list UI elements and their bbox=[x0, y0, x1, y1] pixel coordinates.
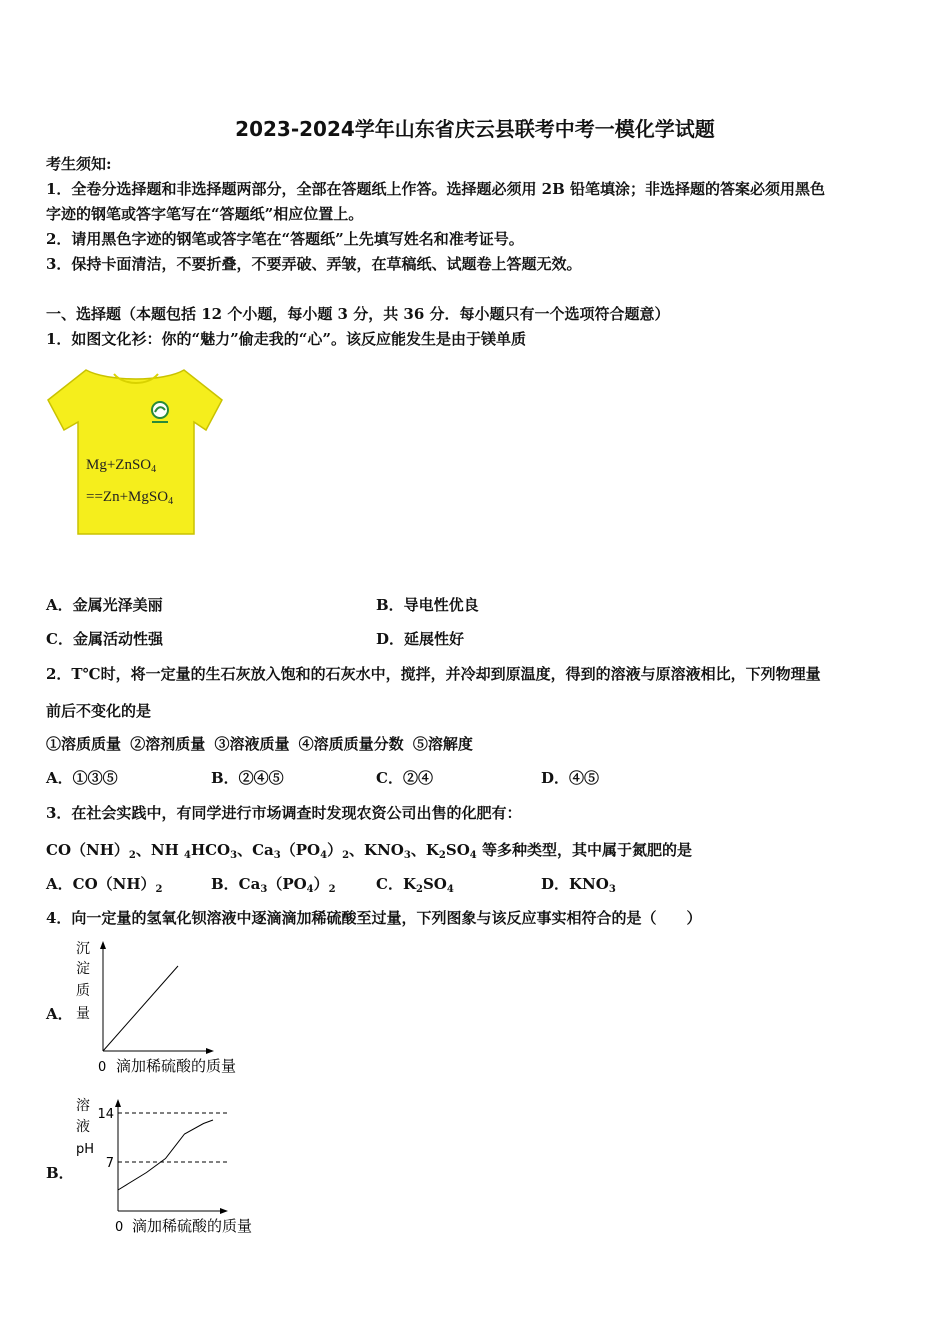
chart-b-ylabel-2: 液 bbox=[76, 1119, 90, 1135]
question-4-stem: 4．向一定量的氢氧化钡溶液中逐滴滴加稀硫酸至过量，下列图象与该反应事实相符合的是（ ） bbox=[46, 909, 702, 927]
q3-option-b[interactable]: B．$Ca_3(PO_4)_2$ bbox=[211, 875, 336, 895]
question-3-stem: 3．在社会实践中，有同学进行市场调查时发现农资公司出售的化肥有： bbox=[46, 804, 522, 822]
q1-option-b[interactable]: B．导电性优良 bbox=[376, 596, 479, 614]
chart-b-ylabel-3: pH bbox=[76, 1142, 95, 1157]
question-2-items: ①溶质质量 ②溶剂质量 ③溶液质量 ④溶质质量分数 ⑤溶解度 bbox=[46, 735, 473, 753]
tshirt-shape bbox=[48, 370, 222, 534]
section-heading: 一、选择题（本题包括 12 个小题，每小题 3 分，共 36 分．每小题只有一个选项符合题意） bbox=[46, 305, 670, 323]
chart-a-ylabel-4: 量 bbox=[76, 1006, 90, 1022]
shirt-equation-line-1: Mg+ZnSO$_4$ bbox=[86, 457, 157, 475]
chart-b-ytick-label: 14 bbox=[97, 1107, 114, 1122]
chart-a-x-arrow bbox=[206, 1048, 214, 1054]
logo-icon bbox=[152, 402, 168, 418]
q3-option-a[interactable]: A．$CO(NH)_2$ bbox=[46, 875, 163, 895]
q4-option-b-label[interactable]: B． bbox=[46, 1164, 74, 1182]
chart-a-xlabel: 滴加稀硫酸的质量 bbox=[116, 1057, 237, 1075]
q1-option-c[interactable]: C．金属活动性强 bbox=[46, 630, 163, 648]
notice-item-1-line-2: 字迹的钢笔或答字笔写在“答题纸”相应位置上。 bbox=[46, 205, 364, 223]
notice-heading: 考生须知: bbox=[46, 155, 112, 173]
tshirt-illustration bbox=[46, 364, 226, 539]
chart-b-origin: 0 bbox=[115, 1220, 124, 1235]
shirt-equation-line-2: ==Zn+MgSO$_4$ bbox=[86, 489, 174, 507]
notice-item-2: 2．请用黑色字迹的钢笔或答字笔在“答题纸”上先填写姓名和准考证号。 bbox=[46, 230, 524, 248]
q2-option-a[interactable]: A．①③⑤ bbox=[46, 769, 118, 787]
chart-b-ylabel-1: 溶 bbox=[76, 1098, 90, 1114]
notice-item-3: 3．保持卡面清洁，不要折叠，不要弄破、弄皱，在草稿纸、试题卷上答题无效。 bbox=[46, 255, 582, 273]
q4-chart-a bbox=[70, 935, 270, 1080]
chart-a-y-arrow bbox=[100, 941, 106, 949]
q3-option-d[interactable]: D．$KNO_3$ bbox=[541, 875, 616, 895]
chart-b-xlabel: 滴加稀硫酸的质量 bbox=[132, 1217, 253, 1235]
chart-a-origin: 0 bbox=[98, 1060, 107, 1075]
question-2-line-1: 2．T℃时，将一定量的生石灰放入饱和的石灰水中，搅拌，并冷却到原温度，得到的溶液与原溶液相比，下列物理量 bbox=[46, 665, 821, 683]
question-3-fertilizers: $CO(NH)_2$、NH $_4HCO_3$、$Ca_3(PO_4)_2$、$KNO_3$、$K_2SO_4$ 等多种类型，其中属于氮肥的是 bbox=[46, 841, 692, 861]
q1-option-d[interactable]: D．延展性好 bbox=[376, 630, 465, 648]
chart-b-x-arrow bbox=[220, 1208, 228, 1214]
chart-b-ytick-label: 7 bbox=[105, 1156, 114, 1171]
question-1-stem: 1．如图文化衫：你的“魅力”偷走我的“心”。该反应能发生是由于镁单质 bbox=[46, 330, 526, 348]
chart-a-ylabel-3: 质 bbox=[76, 983, 90, 999]
chart-b-series-line bbox=[118, 1120, 213, 1190]
chart-a-ylabel-2: 淀 bbox=[76, 961, 90, 977]
chart-a-ylabel-1: 沉 bbox=[76, 941, 90, 957]
chart-b-y-arrow bbox=[115, 1099, 121, 1107]
q2-option-d[interactable]: D．④⑤ bbox=[541, 769, 600, 787]
q4-option-a-label[interactable]: A． bbox=[46, 1005, 73, 1023]
q4-chart-b bbox=[72, 1093, 282, 1243]
q2-option-c[interactable]: C．②④ bbox=[376, 769, 433, 787]
q1-option-a[interactable]: A．金属光泽美丽 bbox=[46, 596, 163, 614]
chart-a-series-line bbox=[103, 966, 178, 1051]
q2-option-b[interactable]: B．②④⑤ bbox=[211, 769, 284, 787]
page-title: 2023-2024学年山东省庆云县联考中考一模化学试题 bbox=[235, 117, 715, 141]
question-2-line-2: 前后不变化的是 bbox=[46, 702, 152, 720]
notice-item-1-line-1: 1．全卷分选择题和非选择题两部分，全部在答题纸上作答。选择题必须用 2B 铅笔填涂；非选择题的答案必须用黑色 bbox=[46, 180, 826, 198]
q3-option-c[interactable]: C．$K_2SO_4$ bbox=[376, 875, 454, 895]
